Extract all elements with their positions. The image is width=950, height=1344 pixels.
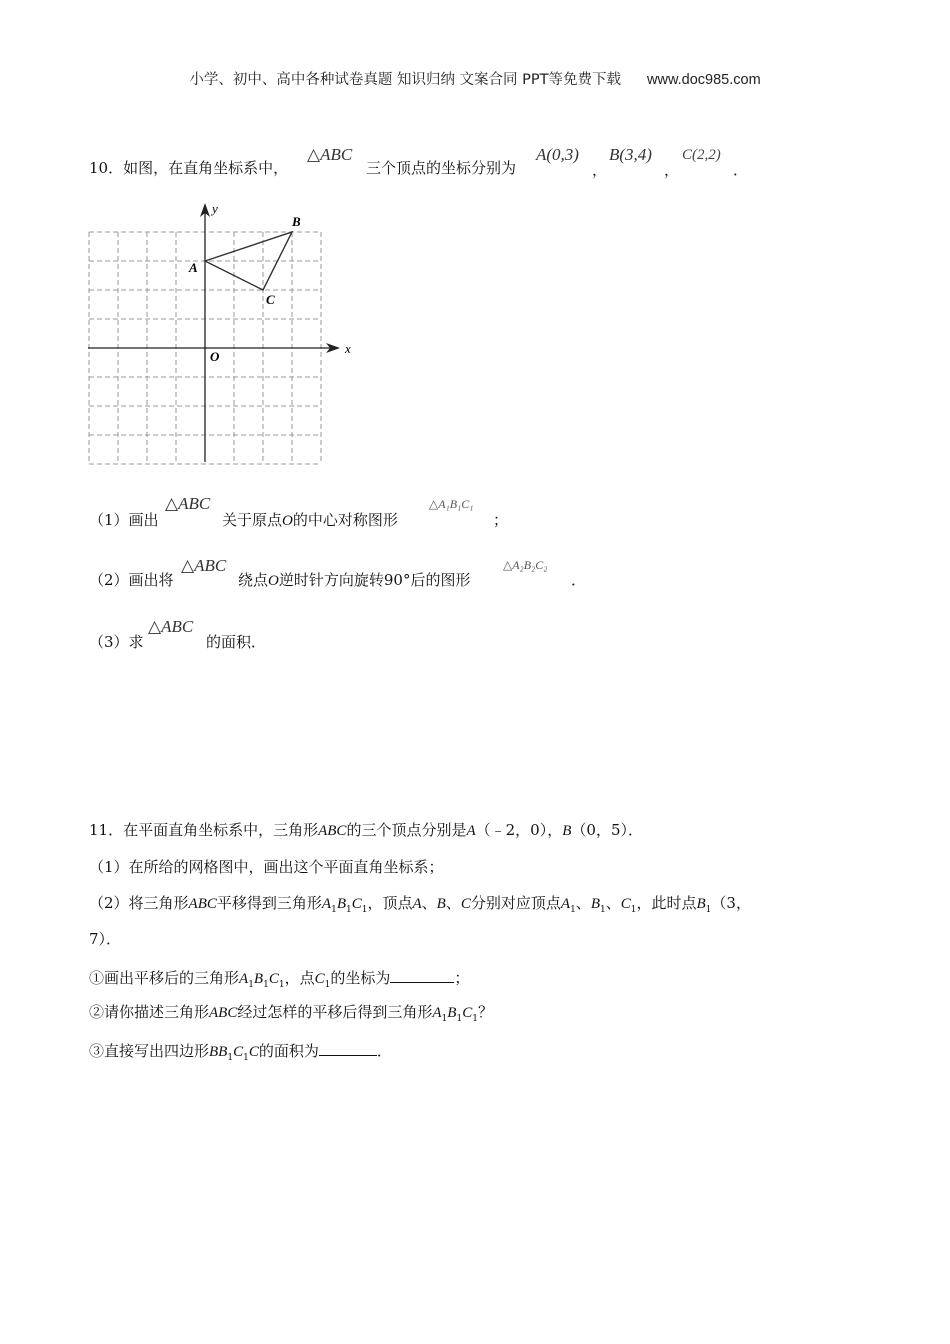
q11-line1-abc: ABC [318,823,347,839]
q11-line-1 [89,820,643,841]
q11-line3-sep2: 、 [445,894,461,912]
q10-comma-1: ， [592,161,608,179]
origin-label: O [210,349,220,364]
q11-line3-sep3: 、 [575,894,591,912]
q11-line3-b1: B [590,896,600,912]
q11-line3-t5: ，此时点 [636,894,697,912]
vertex-a-label: A [189,260,198,275]
q10-intro: 如图，在直角坐标系中， [123,159,289,177]
q11-line6-t2: 经过怎样的平移后得到三角形 [237,1003,433,1021]
q10-part3-triangle: △ABC [148,617,194,636]
q10-part1-text [222,510,398,531]
q11-line-7: ③直接写出四边形$BB_1C_1C$的面积为 ． [89,1039,392,1068]
q11-line3-t3: ，顶点 [367,894,413,912]
q10-part3-end: 的面积． [206,633,267,651]
q11-line3-point-b1: B [696,896,706,912]
q10-part1-mid2: 的中心对称图形 [292,511,398,529]
q11-line5-t2: ，点 [284,969,315,987]
header-site-link[interactable]: www.doc985.com [647,72,761,88]
q10-part2-image-triangle: △A₂B₂C₂ [503,558,548,572]
q11-line7-t1: ③直接写出四边形 [89,1042,210,1060]
q10-point-a: A(0,3) [536,145,579,164]
q11-line3-t1: （2）将三角形 [89,894,189,912]
q11-line3-a: A [412,896,422,912]
q11-line-3: （2）将三角形ABC平移得到三角形$A_1B_1C_1$，顶点A、B、C分别对应顶点$A_1$、$B_1$、$C_1$，此时点$B_1(3$， [89,894,751,915]
q11-line3-sep4: 、 [605,894,621,912]
q11-line5-end: ； [454,969,470,987]
vertex-b-label: B [292,214,301,229]
q10-part2-text [238,570,470,591]
q10-part3-pre: （3）求 [89,633,144,651]
q11-line3-a1: A [560,896,571,912]
q11-line3-a1b1c1: A [321,896,332,912]
y-axis-label: y [212,201,218,216]
q10-stem [89,158,288,178]
q11-line5-t3: 的坐标为 [330,969,391,987]
x-axis-label: x [345,341,351,356]
q10-part2-pre: （2）画出将 [89,571,174,589]
q10-part2-origin: O [268,573,279,589]
q11-line1-b-coords: （0，5）． [571,821,643,839]
q11-line-6: ②请你描述三角形ABC经过怎样的平移后得到三角形$A_1B_1C_1$？ [89,1003,493,1024]
q11-line-5: ①画出平移后的三角形$A_1B_1C_1$，点$C_1$的坐标为 ； [89,966,469,995]
q10-part1-pre: （1）画出 [89,511,159,529]
q10-part1-triangle: △ABC [165,494,211,513]
q10-part1-end: ； [493,511,509,529]
q11-line1-a: A [466,823,476,839]
q11-line7-t2: 的面积为 [258,1042,319,1060]
q11-line6-abc: ABC [209,1005,238,1021]
q10-triangle-symbol: △ABC [307,145,353,164]
q11-line6-end: ？ [477,1003,493,1021]
q11-line3-c: C [460,896,471,912]
q11-line5-t1: ①画出平移后的三角形 [89,969,240,987]
q10-part1-origin: O [282,513,293,529]
q11-line-4: 7）． [89,930,122,948]
q10-part1-image-triangle: △A₁B₁C₁ [429,497,474,511]
q10-part2-triangle: △ABC [181,556,227,575]
q10-mid-text: 三个顶点的坐标分别为 [366,159,517,177]
q11-line7-end: ． [376,1042,392,1060]
q11-line3-sep1: 、 [421,894,437,912]
answer-blank-area[interactable] [319,1039,377,1056]
q10-number: 10． [89,159,124,177]
q11-line1-t2: 的三个顶点分别是 [346,821,467,839]
q10-part2-end: ． [571,571,587,589]
q10-comma-2: ， [664,161,680,179]
q11-line3-t2: 平移得到三角形 [216,894,322,912]
q11-line1-t1: 在平面直角坐标系中，三角形 [123,821,319,839]
header-text: 小学、初中、高中各种试卷真题 知识归纳 文案合同 PPT等免费下载 [189,72,622,88]
q10-period: ． [733,161,749,179]
q10-part1-mid1: 关于原点 [222,511,283,529]
q11-number: 11． [89,821,124,839]
q10-coordinate-figure [80,195,370,470]
page-header [0,68,950,89]
vertex-c-label: C [266,292,275,307]
q10-part2-mid1: 绕点 [238,571,269,589]
q10-point-b: B(3,4) [609,145,652,164]
q11-line1-b: B [562,823,572,839]
q11-line1-a-coords: （﹣2，0）， [475,821,563,839]
q11-line3-c1: C [620,896,631,912]
q10-point-c: C(2,2) [682,147,721,163]
q10-part2-mid2: 逆时针方向旋转90°后的图形 [278,571,471,589]
q11-line6-t1: ②请你描述三角形 [89,1003,210,1021]
q11-line3-t4: 分别对应顶点 [470,894,561,912]
q11-line3-b: B [436,896,446,912]
q11-line-2: （1）在所给的网格图中，画出这个平面直角坐标系； [89,858,444,876]
answer-blank-c1[interactable] [390,966,454,983]
q11-line3-abc: ABC [188,896,217,912]
q11-line3-t6: （3， [711,894,751,912]
